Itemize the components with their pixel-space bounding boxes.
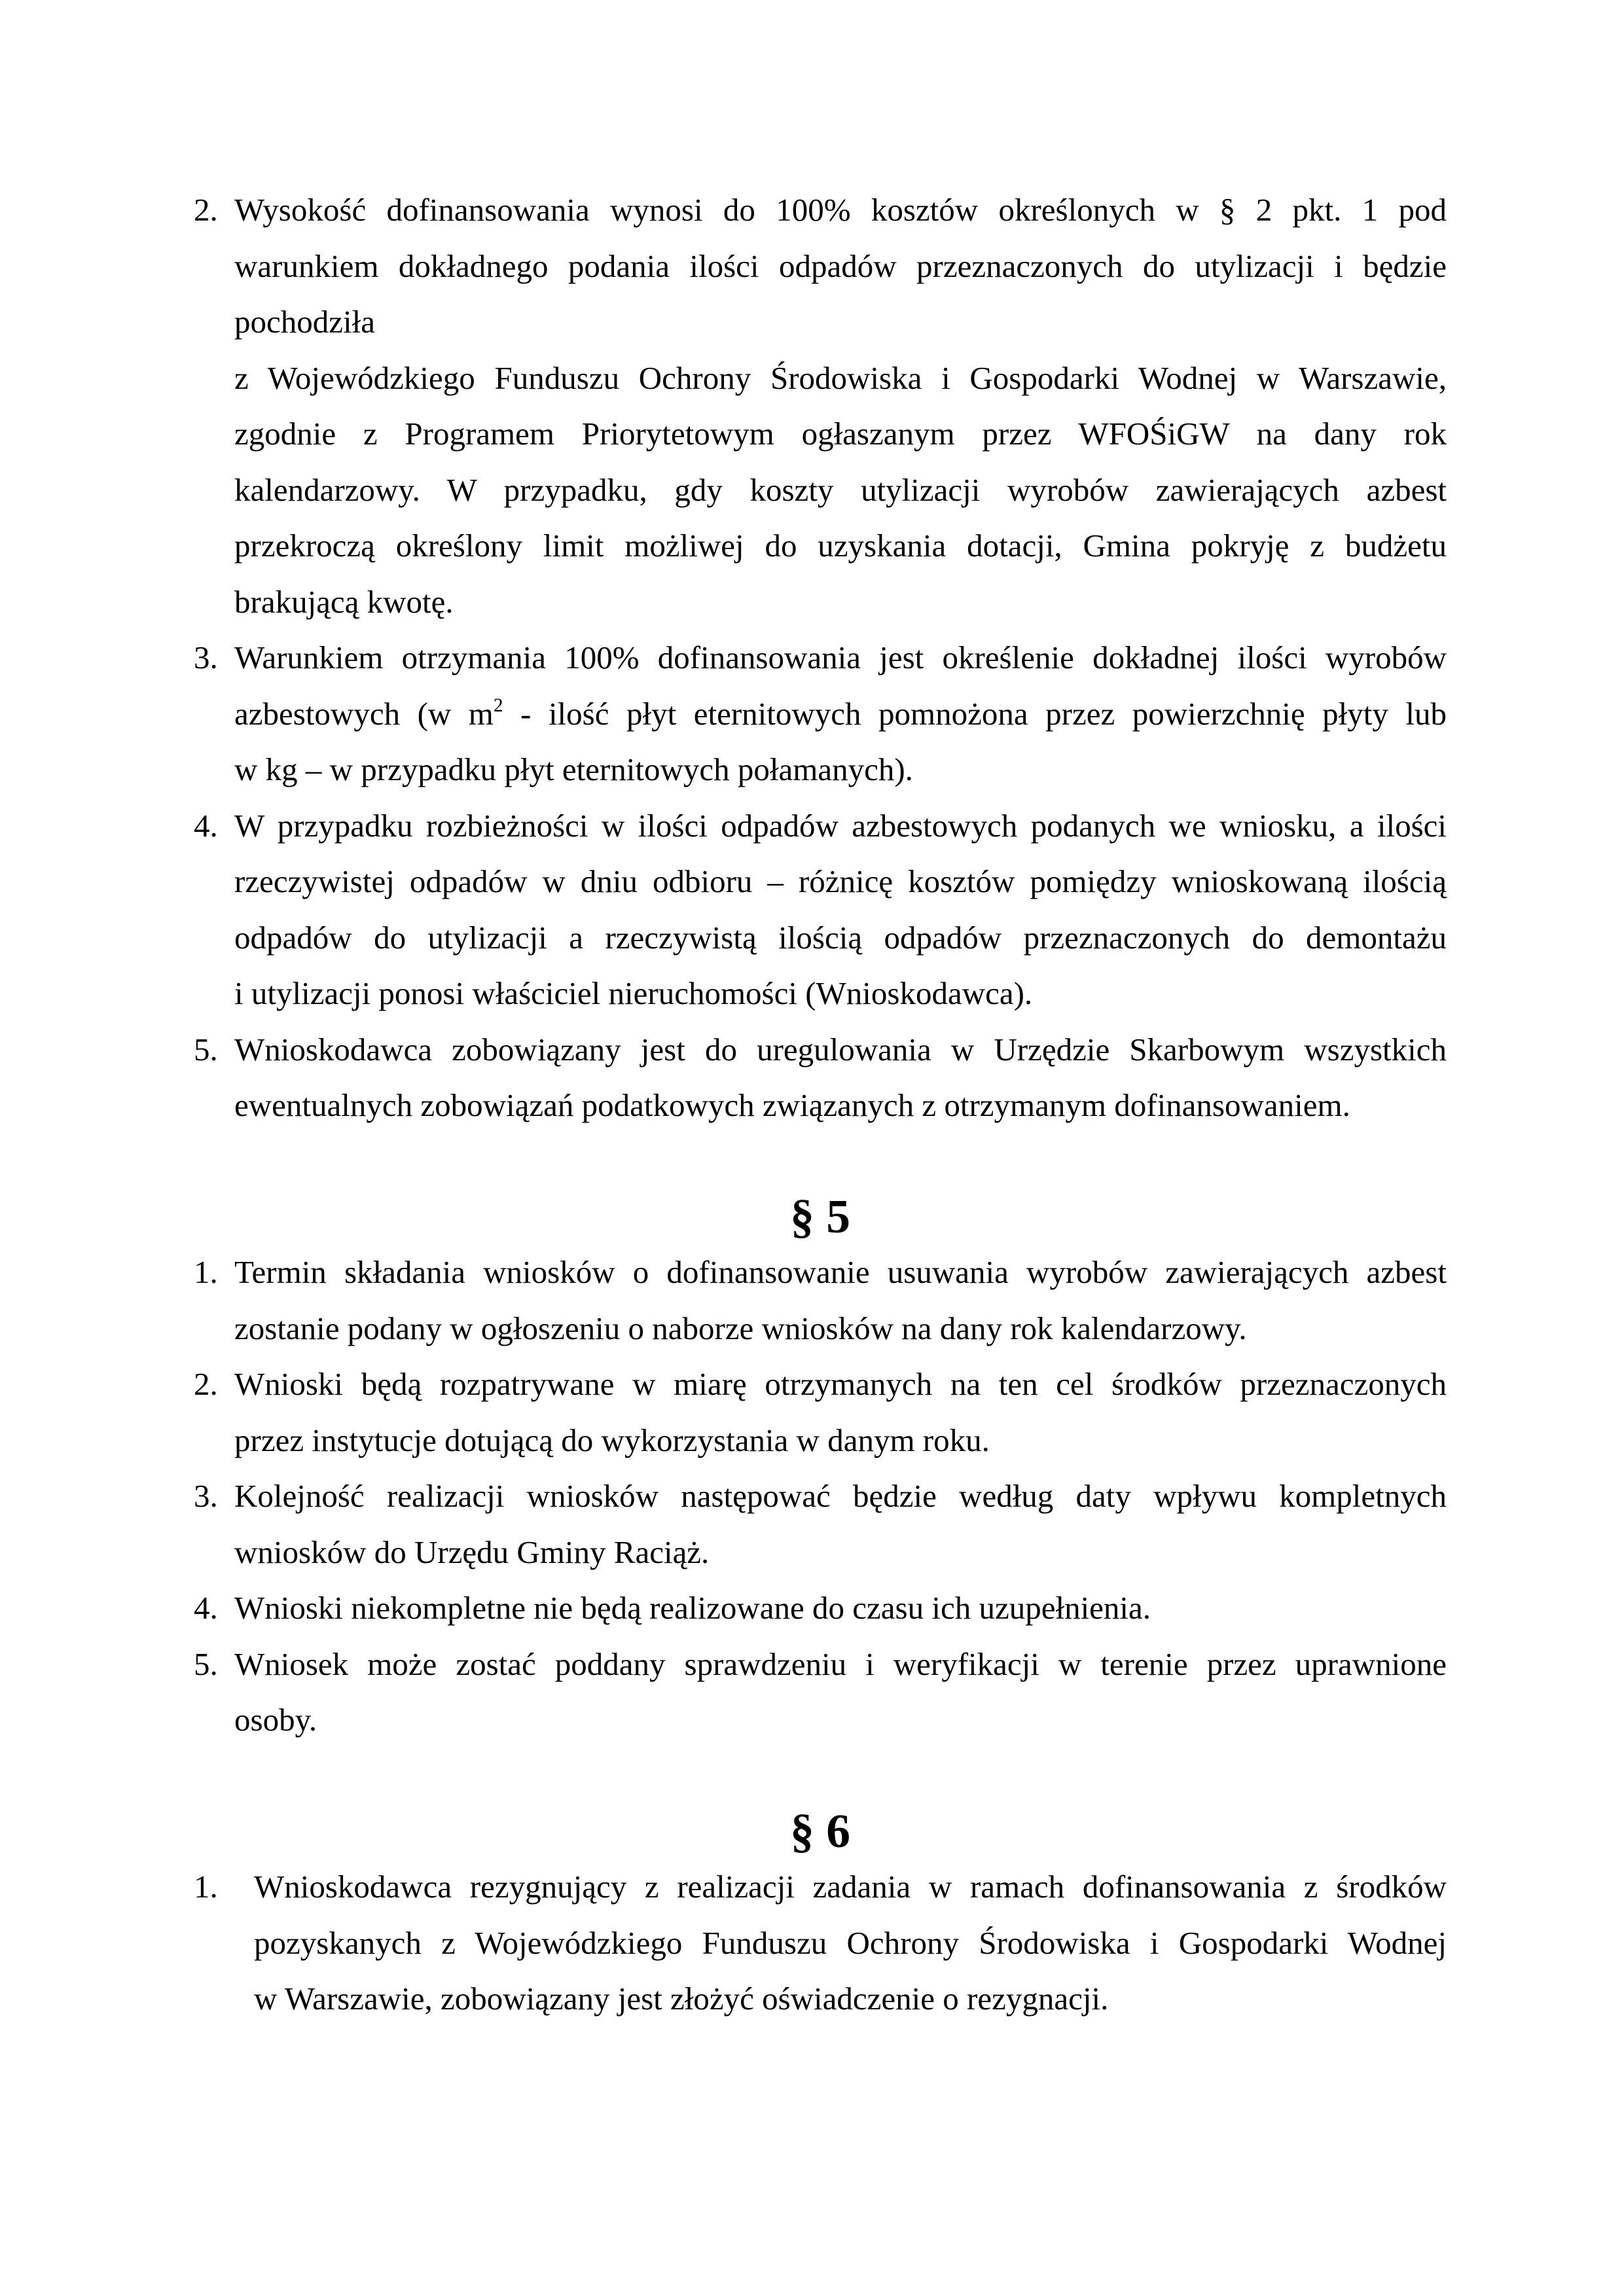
item-number: 2. (194, 1366, 218, 1402)
section-heading-5: § 5 (790, 1189, 850, 1243)
text-line: wniosków do Urzędu Gminy Raciąż. (234, 1534, 710, 1570)
text-line: w Warszawie, zobowiązany jest złożyć oświadczenie o rezygnacji. (254, 1981, 1109, 2017)
item-number: 2. (194, 192, 218, 228)
text-line: brakującą kwotę. (234, 583, 454, 620)
section-6-list (194, 1859, 1447, 2027)
list-item (194, 1580, 1447, 1636)
text-line: zgodnie z Programem Priorytetowym ogłaszanym przez WFOŚiGW na dany rok (234, 416, 1447, 452)
list-item (194, 1356, 1447, 1468)
item-number: 4. (194, 807, 218, 844)
text-line: przez instytucje dotującą do wykorzystania w danym roku. (234, 1422, 990, 1458)
section-heading-6: § 6 (790, 1804, 850, 1857)
text-line: przekroczą określony limit możliwej do uzyskania dotacji, Gmina pokryję z budżetu (234, 528, 1447, 564)
item-number: 1. (194, 1869, 218, 1905)
list-item (194, 798, 1447, 1022)
section-spacer (194, 1748, 1447, 1803)
item-number: 3. (194, 639, 218, 675)
text-fragment: - ilość płyt eternitowych pomnożona przez powierzchnię płyty lub (503, 695, 1447, 732)
section-4-continued-list (194, 182, 1447, 1134)
text-line: z Wojewódzkiego Funduszu Ochrony Środowiska i Gospodarki Wodnej w Warszawie, (234, 359, 1447, 396)
text-line: Warunkiem otrzymania 100% dofinansowania jest określenie dokładnej ilości wyrobów (234, 639, 1447, 675)
list-item (194, 182, 1447, 630)
list-item (194, 1636, 1447, 1748)
section-spacer (194, 1134, 1447, 1189)
text-line: kalendarzowy. W przypadku, gdy koszty utylizacji wyrobów zawierających azbest (234, 471, 1447, 508)
text-line: Wnioski będą rozpatrywane w miarę otrzymanych na ten cel środków przeznaczonych (234, 1366, 1447, 1402)
text-line: Wnioskodawca zobowiązany jest do uregulowania w Urzędzie Skarbowym wszystkich (234, 1031, 1447, 1067)
item-number: 1. (194, 1254, 218, 1290)
text-fragment: azbestowych (w m (234, 695, 494, 732)
item-number: 5. (194, 1031, 218, 1067)
text-line: odpadów do utylizacji a rzeczywistą ilością odpadów przeznaczonych do demontażu (234, 919, 1447, 956)
item-number: 3. (194, 1478, 218, 1514)
text-line: osoby. (234, 1702, 317, 1738)
list-item (194, 630, 1447, 798)
text-line: ewentualnych zobowiązań podatkowych związanych z otrzymanym dofinansowaniem. (234, 1087, 1350, 1123)
text-line: Termin składania wniosków o dofinansowanie usuwania wyrobów zawierających azbest (234, 1254, 1447, 1290)
item-number: 5. (194, 1645, 218, 1682)
section-5-list (194, 1244, 1447, 1748)
text-line: zostanie podany w ogłoszeniu o naborze wniosków na dany rok kalendarzowy. (234, 1310, 1247, 1346)
list-item (194, 1859, 1447, 2027)
text-line: w kg – w przypadku płyt eternitowych połamanych). (234, 751, 913, 787)
list-item (194, 1244, 1447, 1356)
list-item (194, 1022, 1447, 1134)
text-line: Wysokość dofinansowania wynosi do 100% kosztów określonych w § 2 pkt. 1 pod (234, 192, 1447, 228)
text-line: pochodziła (234, 304, 375, 340)
text-line-with-superscript (234, 686, 1447, 742)
text-line: Wniosek może zostać poddany sprawdzeniu i weryfikacji w terenie przez uprawnione (234, 1645, 1447, 1682)
document-body (194, 182, 1447, 2027)
item-number: 4. (194, 1590, 218, 1626)
text-line: pozyskanych z Wojewódzkiego Funduszu Ochrony Środowiska i Gospodarki Wodnej (254, 1924, 1447, 1961)
text-line: Wnioski niekompletne nie będą realizowane do czasu ich uzupełnienia. (234, 1590, 1151, 1626)
text-line: i utylizacji ponosi właściciel nieruchomości (Wnioskodawca). (234, 975, 1033, 1011)
text-line: warunkiem dokładnego podania ilości odpadów przeznaczonych do utylizacji i będzie (234, 247, 1447, 284)
list-item (194, 1468, 1447, 1580)
superscript-exponent: 2 (493, 695, 503, 717)
text-line: Wnioskodawca rezygnujący z realizacji zadania w ramach dofinansowania z środków (254, 1869, 1447, 1905)
text-line: W przypadku rozbieżności w ilości odpadów azbestowych podanych we wniosku, a ilości (234, 807, 1447, 844)
text-line: Kolejność realizacji wniosków następować będzie według daty wpływu kompletnych (234, 1478, 1447, 1514)
text-line: rzeczywistej odpadów w dniu odbioru – różnicę kosztów pomiędzy wnioskowaną ilością (234, 863, 1447, 899)
